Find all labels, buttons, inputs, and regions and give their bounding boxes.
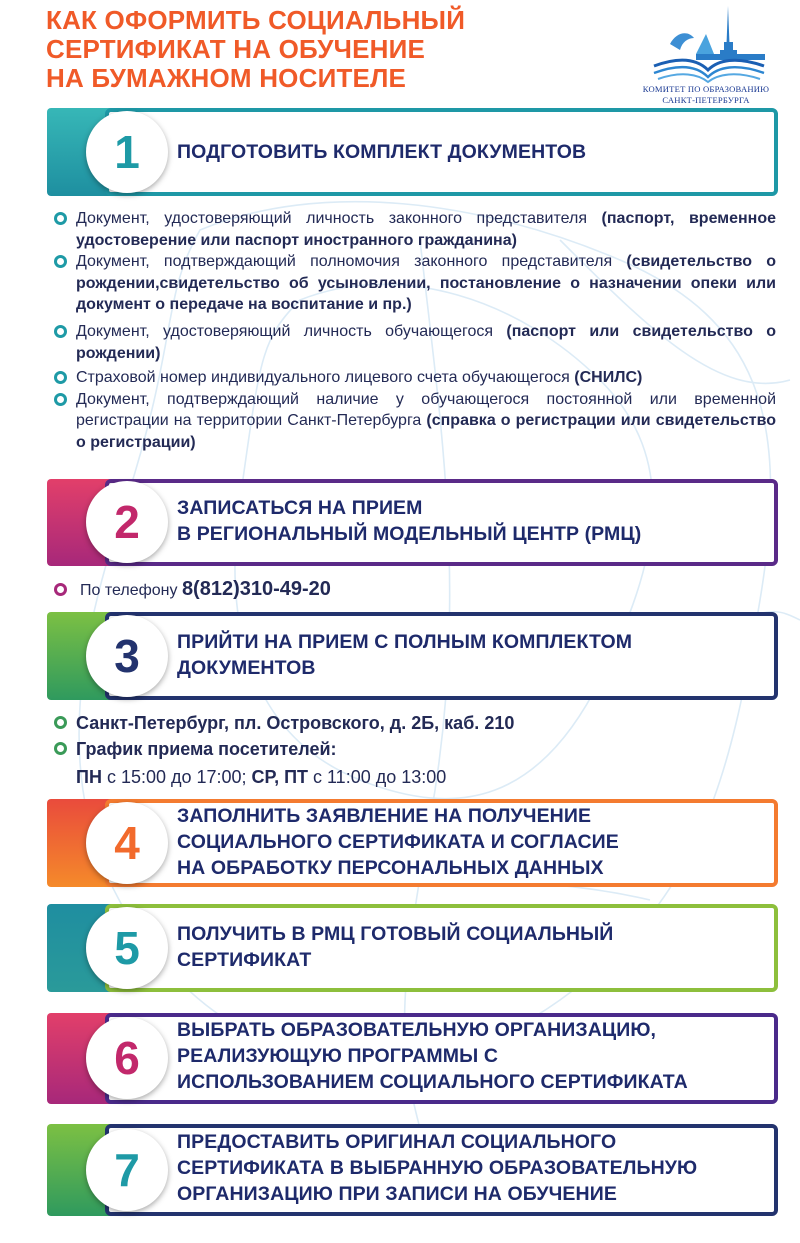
bullet-dot-icon [54, 371, 67, 384]
step-number: 2 [114, 496, 140, 548]
spire-book-emblem-icon [636, 4, 776, 84]
schedule-hours: ПН с 15:00 до 17:00; СР, ПТ с 11:00 до 13:00 [76, 767, 447, 787]
bullet-dot-icon [54, 212, 67, 225]
list-item: Документ, удостоверяющий личность законного представителя (паспорт, временное удостоверение или паспорт иностранного гражданина) [46, 208, 776, 251]
title-line: СЕРТИФИКАТ НА ОБУЧЕНИЕ [46, 34, 426, 64]
title-line: НА БУМАЖНОМ НОСИТЕЛЕ [46, 63, 407, 93]
list-item: Документ, подтверждающий наличие у обучающегося постоянной или временной регистрации на территории Санкт-Петербурга (справка о регистрации или свидетельство о регистрации) [46, 389, 776, 454]
page-title [46, 6, 606, 93]
visit-address: Санкт-Петербург, пл. Островского, д. 2Б, каб. 210 [76, 713, 515, 733]
logo-line-2: САНКТ-ПЕТЕРБУРГА [662, 95, 750, 105]
title-line: КАК ОФОРМИТЬ СОЦИАЛЬНЫЙ [46, 5, 466, 35]
step-number-badge [86, 1129, 168, 1211]
bullet-dot-icon [54, 255, 67, 268]
step-2 [47, 479, 778, 566]
bullet-dot-icon [54, 716, 67, 729]
bullet-dot-icon [54, 393, 67, 406]
step-6 [47, 1013, 778, 1104]
list-item: Страховой номер индивидуального лицевого счета обучающегося (СНИЛС) [46, 367, 776, 389]
list-item [46, 710, 746, 736]
list-item: Документ, удостоверяющий личность обучающегося (паспорт или свидетельство о рождении) [46, 321, 776, 364]
list-item [46, 736, 746, 762]
documents-list [46, 208, 776, 454]
step-label: ВЫБРАТЬ ОБРАЗОВАТЕЛЬНУЮ ОРГАНИЗАЦИЮ, РЕАЛИЗУЮЩУЮ ПРОГРАММЫ С ИСПОЛЬЗОВАНИЕМ СОЦИАЛЬНОГО СЕРТИФИКАТА [177, 1019, 688, 1093]
schedule-title: График приема посетителей: [76, 739, 337, 759]
logo-line-1: КОМИТЕТ ПО ОБРАЗОВАНИЮ [642, 84, 770, 94]
step-label: ПОДГОТОВИТЬ КОМПЛЕКТ ДОКУМЕНТОВ [177, 141, 587, 163]
step-1 [47, 108, 778, 196]
step-label: ПРИЙТИ НА ПРИЕМ С ПОЛНЫМ КОМПЛЕКТОМ ДОКУМЕНТОВ [177, 631, 633, 679]
step-number-badge [86, 907, 168, 989]
step-number: 6 [114, 1032, 140, 1084]
step-number-badge [86, 802, 168, 884]
step-label: ЗАПИСАТЬСЯ НА ПРИЕМ В РЕГИОНАЛЬНЫЙ МОДЕЛЬНЫЙ ЦЕНТР (РМЦ) [177, 497, 642, 545]
step-5 [47, 904, 778, 992]
phone-label: По телефону [80, 582, 182, 599]
phone-row [46, 577, 746, 603]
step-4 [47, 799, 778, 887]
step-number-badge [86, 111, 168, 193]
step-number: 3 [114, 630, 140, 682]
step-label: ПОЛУЧИТЬ В РМЦ ГОТОВЫЙ СОЦИАЛЬНЫЙ СЕРТИФИКАТ [177, 923, 614, 971]
list-item: Документ, подтверждающий полномочия законного представителя (свидетельство о рождении,свидетельство об усыновлении, постановление о назначении опеки или документ о передаче на воспитание и пр.) [46, 251, 776, 316]
committee-logo [636, 4, 776, 106]
step-label: ЗАПОЛНИТЬ ЗАЯВЛЕНИЕ НА ПОЛУЧЕНИЕ СОЦИАЛЬНОГО СЕРТИФИКАТА И СОГЛАСИЕ НА ОБРАБОТКУ ПЕРСОНАЛЬНЫХ ДАННЫХ [177, 805, 619, 879]
bullet-dot-icon [54, 583, 67, 596]
step-number-badge [86, 1017, 168, 1099]
step-number-badge [86, 481, 168, 563]
step-number: 5 [114, 922, 140, 974]
step-label: ПРЕДОСТАВИТЬ ОРИГИНАЛ СОЦИАЛЬНОГО СЕРТИФИКАТА В ВЫБРАННУЮ ОБРАЗОВАТЕЛЬНУЮ ОРГАНИЗАЦИЮ ПРИ ЗАПИСИ НА ОБУЧЕНИЕ [177, 1131, 698, 1205]
bullet-dot-icon [54, 325, 67, 338]
step-number-badge [86, 615, 168, 697]
bullet-dot-icon [54, 742, 67, 755]
step-number: 7 [114, 1144, 140, 1196]
step-7 [47, 1124, 778, 1216]
phone-number[interactable]: 8(812)310-49-20 [181, 578, 331, 600]
step-number: 1 [114, 126, 140, 178]
visit-info [46, 710, 746, 790]
step-number: 4 [114, 817, 140, 869]
step-3 [47, 612, 778, 700]
